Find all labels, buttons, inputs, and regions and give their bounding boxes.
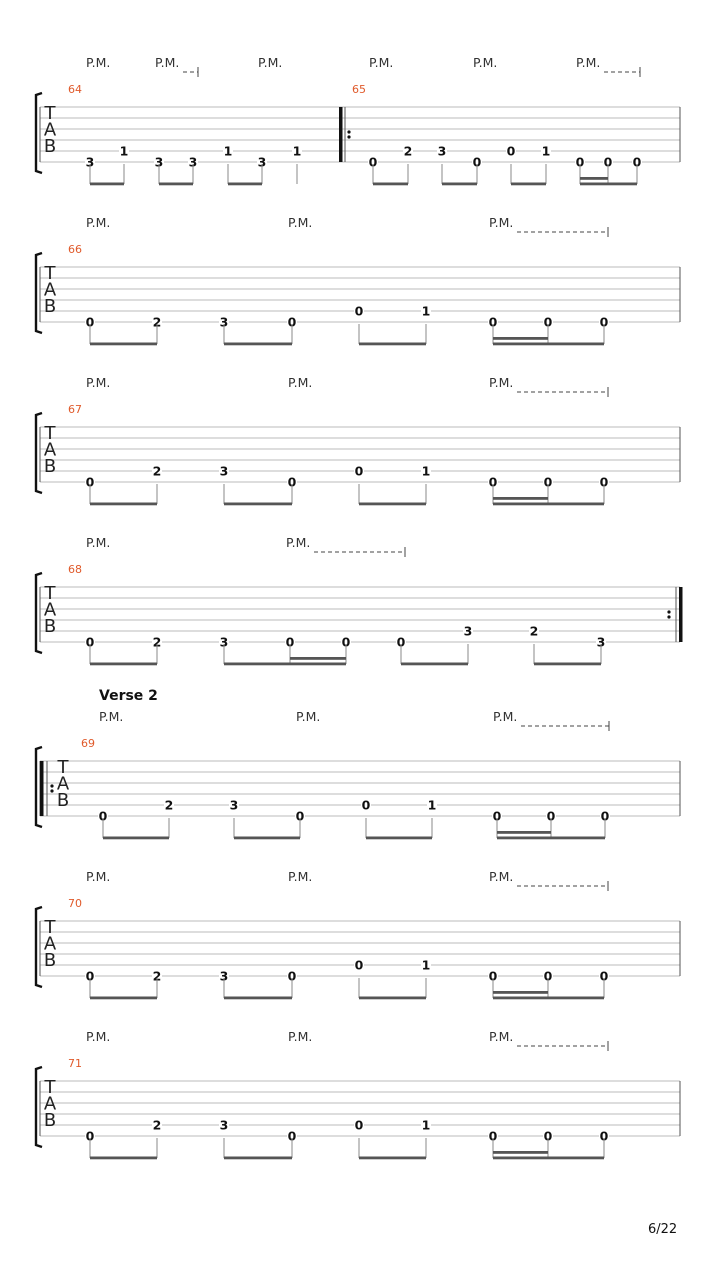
- fret-number: 0: [506, 143, 516, 159]
- repeat-dot: [347, 135, 350, 138]
- fret-number: 0: [396, 634, 406, 650]
- fret-number: 2: [529, 623, 539, 639]
- palm-mute-label: P.M.: [489, 869, 514, 884]
- fret-number: 0: [285, 634, 295, 650]
- fret-number: 0: [85, 968, 95, 984]
- tab-system: [36, 55, 680, 185]
- beam: [90, 997, 157, 1000]
- tab-clef-letter: T: [44, 917, 56, 938]
- fret-number: 0: [492, 808, 502, 824]
- beam: [497, 831, 551, 834]
- fret-number: 0: [488, 474, 498, 490]
- beam: [534, 663, 601, 666]
- repeat-start-thick: [339, 107, 343, 162]
- fret-number: 0: [599, 314, 609, 330]
- measure-number: 71: [68, 1057, 82, 1070]
- tab-system: [36, 688, 680, 839]
- beam: [90, 183, 124, 186]
- beam: [497, 837, 605, 840]
- measure-number: 64: [68, 83, 82, 96]
- fret-number: 0: [287, 314, 297, 330]
- fret-number: 0: [632, 154, 642, 170]
- palm-mute-label: P.M.: [489, 215, 514, 230]
- measure-number: 67: [68, 403, 82, 416]
- fret-number: 2: [152, 634, 162, 650]
- beam: [228, 183, 262, 186]
- fret-number: 3: [219, 1117, 229, 1133]
- fret-number: 1: [421, 1117, 431, 1133]
- palm-mute-label: P.M.: [288, 869, 313, 884]
- palm-mute-label: P.M.: [86, 375, 111, 390]
- fret-number: 0: [85, 314, 95, 330]
- fret-number: 0: [85, 1128, 95, 1144]
- palm-mute-label: P.M.: [86, 55, 111, 70]
- palm-mute-label: P.M.: [86, 1029, 111, 1044]
- palm-mute-label: P.M.: [99, 709, 124, 724]
- tab-clef-letter: A: [43, 279, 57, 301]
- palm-mute-label: P.M.: [86, 215, 111, 230]
- fret-number: 3: [219, 463, 229, 479]
- fret-number: 0: [85, 474, 95, 490]
- tab-clef-letter: A: [43, 599, 57, 621]
- fret-number: 1: [421, 303, 431, 319]
- fret-number: 2: [403, 143, 413, 159]
- palm-mute-label: P.M.: [288, 215, 313, 230]
- tab-clef-letter: T: [57, 757, 69, 778]
- tab-system: [36, 1029, 680, 1159]
- repeat-dot: [667, 610, 670, 613]
- fret-number: 0: [354, 303, 364, 319]
- beam: [493, 1151, 548, 1154]
- tab-clef-letter: B: [43, 616, 57, 637]
- palm-mute-label: P.M.: [258, 55, 283, 70]
- beam: [493, 337, 548, 340]
- fret-number: 3: [463, 623, 473, 639]
- beam: [90, 503, 157, 506]
- beam: [224, 997, 292, 1000]
- palm-mute-label: P.M.: [286, 535, 311, 550]
- fret-number: 3: [154, 154, 164, 170]
- tab-clef-letter: T: [44, 263, 56, 284]
- beam: [90, 663, 157, 666]
- system-bracket: [36, 907, 42, 987]
- palm-mute-label: P.M.: [489, 375, 514, 390]
- palm-mute-label: P.M.: [288, 1029, 313, 1044]
- palm-mute-label: P.M.: [288, 375, 313, 390]
- fret-number: 0: [543, 474, 553, 490]
- repeat-start-thick: [40, 761, 44, 816]
- system-bracket: [36, 1067, 42, 1147]
- beam: [234, 837, 300, 840]
- tab-clef-letter: B: [43, 456, 57, 477]
- tab-system: [36, 215, 680, 345]
- tab-clef-letter: A: [43, 933, 57, 955]
- beam: [224, 503, 292, 506]
- beam: [493, 503, 604, 506]
- beam: [224, 343, 292, 346]
- beam: [493, 997, 604, 1000]
- fret-number: 2: [164, 797, 174, 813]
- fret-number: 0: [295, 808, 305, 824]
- tab-clef-letter: T: [44, 1077, 56, 1098]
- beam: [359, 997, 426, 1000]
- fret-number: 0: [85, 634, 95, 650]
- tab-system: [36, 375, 680, 505]
- tab-clef-letter: B: [43, 950, 57, 971]
- fret-number: 0: [354, 1117, 364, 1133]
- fret-number: 0: [287, 968, 297, 984]
- fret-number: 3: [596, 634, 606, 650]
- measure-number: 70: [68, 897, 82, 910]
- beam: [493, 1157, 604, 1160]
- fret-number: 0: [98, 808, 108, 824]
- palm-mute-label: P.M.: [489, 1029, 514, 1044]
- fret-number: 2: [152, 463, 162, 479]
- fret-number: 1: [292, 143, 302, 159]
- beam: [580, 177, 608, 180]
- fret-number: 1: [119, 143, 129, 159]
- system-bracket: [36, 573, 42, 653]
- fret-number: 0: [354, 957, 364, 973]
- system-bracket: [36, 413, 42, 493]
- tab-clef-letter: B: [43, 296, 57, 317]
- fret-number: 0: [287, 1128, 297, 1144]
- fret-number: 3: [85, 154, 95, 170]
- tab-clef-letter: B: [56, 790, 70, 811]
- fret-number: 0: [575, 154, 585, 170]
- tab-system: [36, 869, 680, 999]
- measure-number: 65: [352, 83, 366, 96]
- fret-number: 0: [488, 314, 498, 330]
- palm-mute-label: P.M.: [296, 709, 321, 724]
- fret-number: 0: [543, 314, 553, 330]
- fret-number: 0: [546, 808, 556, 824]
- fret-number: 0: [488, 1128, 498, 1144]
- palm-mute-label: P.M.: [576, 55, 601, 70]
- tab-system: [36, 535, 683, 665]
- tab-clef-letter: A: [43, 119, 57, 141]
- beam: [159, 183, 193, 186]
- section-title: Verse 2: [99, 688, 158, 704]
- beam: [493, 497, 548, 500]
- fret-number: 1: [427, 797, 437, 813]
- repeat-end-thick: [679, 587, 683, 642]
- beam: [401, 663, 468, 666]
- measure-number: 68: [68, 563, 82, 576]
- fret-number: 0: [599, 968, 609, 984]
- repeat-dot: [50, 784, 53, 787]
- fret-number: 0: [287, 474, 297, 490]
- fret-number: 0: [361, 797, 371, 813]
- palm-mute-label: P.M.: [369, 55, 394, 70]
- tab-clef-letter: T: [44, 583, 56, 604]
- beam: [90, 343, 157, 346]
- system-bracket: [36, 253, 42, 333]
- system-bracket: [36, 93, 42, 173]
- fret-number: 3: [229, 797, 239, 813]
- tab-clef-letter: T: [44, 103, 56, 124]
- repeat-dot: [667, 615, 670, 618]
- fret-number: 1: [421, 463, 431, 479]
- tab-clef-letter: A: [43, 439, 57, 461]
- beam: [90, 1157, 157, 1160]
- fret-number: 0: [354, 463, 364, 479]
- fret-number: 0: [603, 154, 613, 170]
- beam: [103, 837, 169, 840]
- beam: [224, 663, 346, 666]
- fret-number: 2: [152, 314, 162, 330]
- fret-number: 3: [437, 143, 447, 159]
- fret-number: 0: [600, 808, 610, 824]
- beam: [359, 343, 426, 346]
- fret-number: 1: [223, 143, 233, 159]
- page-number: 6/22: [648, 1222, 678, 1237]
- palm-mute-label: P.M.: [493, 709, 518, 724]
- fret-number: 3: [219, 314, 229, 330]
- fret-number: 0: [472, 154, 482, 170]
- tab-clef-letter: A: [43, 1093, 57, 1115]
- beam: [224, 1157, 292, 1160]
- palm-mute-label: P.M.: [86, 535, 111, 550]
- measure-number: 66: [68, 243, 82, 256]
- fret-number: 1: [541, 143, 551, 159]
- tab-clef-letter: B: [43, 136, 57, 157]
- fret-number: 0: [599, 1128, 609, 1144]
- fret-number: 0: [543, 1128, 553, 1144]
- fret-number: 0: [368, 154, 378, 170]
- repeat-dot: [347, 130, 350, 133]
- beam: [493, 991, 548, 994]
- palm-mute-label: P.M.: [86, 869, 111, 884]
- beam: [359, 1157, 426, 1160]
- beam: [511, 183, 546, 186]
- beam: [373, 183, 408, 186]
- beam: [442, 183, 477, 186]
- beam: [366, 837, 432, 840]
- fret-number: 0: [599, 474, 609, 490]
- fret-number: 0: [341, 634, 351, 650]
- beam: [290, 657, 346, 660]
- fret-number: 2: [152, 968, 162, 984]
- fret-number: 2: [152, 1117, 162, 1133]
- beam: [359, 503, 426, 506]
- beam: [493, 343, 604, 346]
- palm-mute-label: P.M.: [155, 55, 180, 70]
- measure-number: 69: [81, 737, 95, 750]
- fret-number: 3: [219, 968, 229, 984]
- fret-number: 1: [421, 957, 431, 973]
- fret-number: 0: [543, 968, 553, 984]
- palm-mute-label: P.M.: [473, 55, 498, 70]
- beam: [580, 183, 637, 186]
- tab-clef-letter: T: [44, 423, 56, 444]
- tab-clef-letter: B: [43, 1110, 57, 1131]
- fret-number: 3: [219, 634, 229, 650]
- repeat-dot: [50, 789, 53, 792]
- tab-clef-letter: A: [56, 773, 70, 795]
- fret-number: 3: [188, 154, 198, 170]
- fret-number: 0: [488, 968, 498, 984]
- fret-number: 3: [257, 154, 267, 170]
